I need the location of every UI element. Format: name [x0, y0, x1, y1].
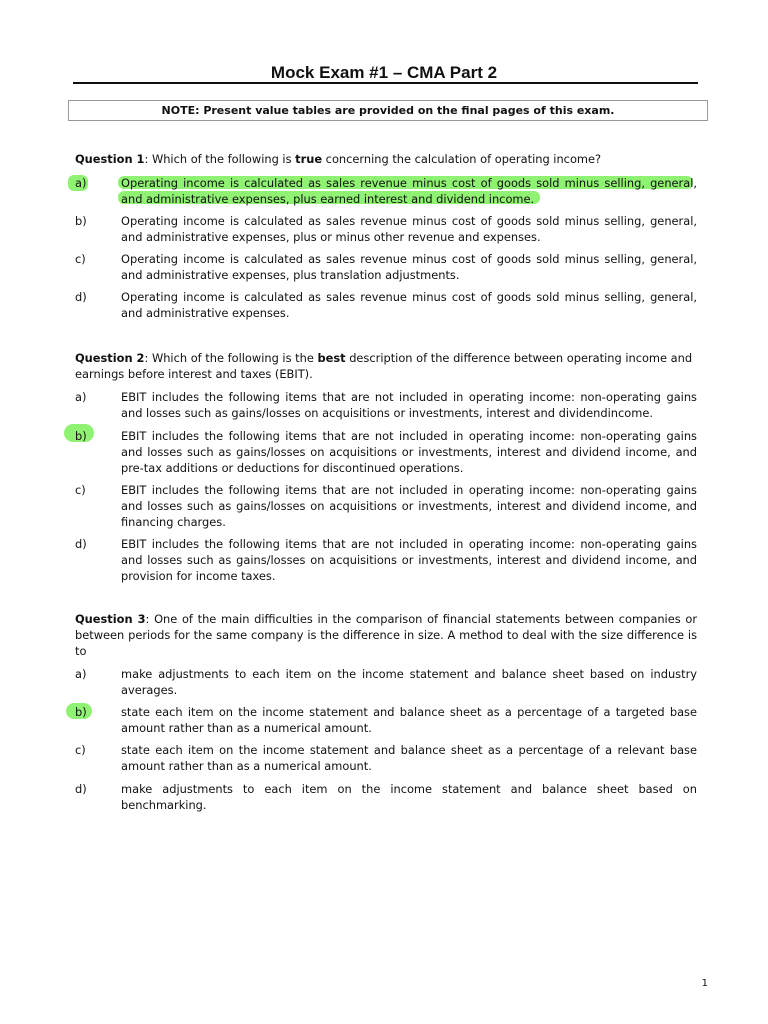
question-2-stem: Question 2: Which of the following is the best description of the difference between operating income and earnings before interest and taxes (EBIT).: [75, 351, 693, 381]
title-rule: [73, 82, 698, 84]
note-box: NOTE: Present value tables are provided on the final pages of this exam.: [68, 100, 708, 121]
question-3-stem: Question 3: One of the main difficulties in the comparison of financial statements between companies or between periods for the same company is the difference in size. A method to deal with the size difference is to: [75, 612, 697, 658]
question-2-label: Question 2: [75, 351, 145, 365]
question-3-label: Question 3: [75, 612, 146, 626]
question-1-stem: Question 1: Which of the following is true concerning the calculation of operating income?: [75, 152, 602, 166]
page-title: Mock Exam #1 – CMA Part 2: [270, 63, 498, 82]
page-number: 1: [701, 978, 708, 989]
question-1-label: Question 1: [75, 152, 145, 166]
